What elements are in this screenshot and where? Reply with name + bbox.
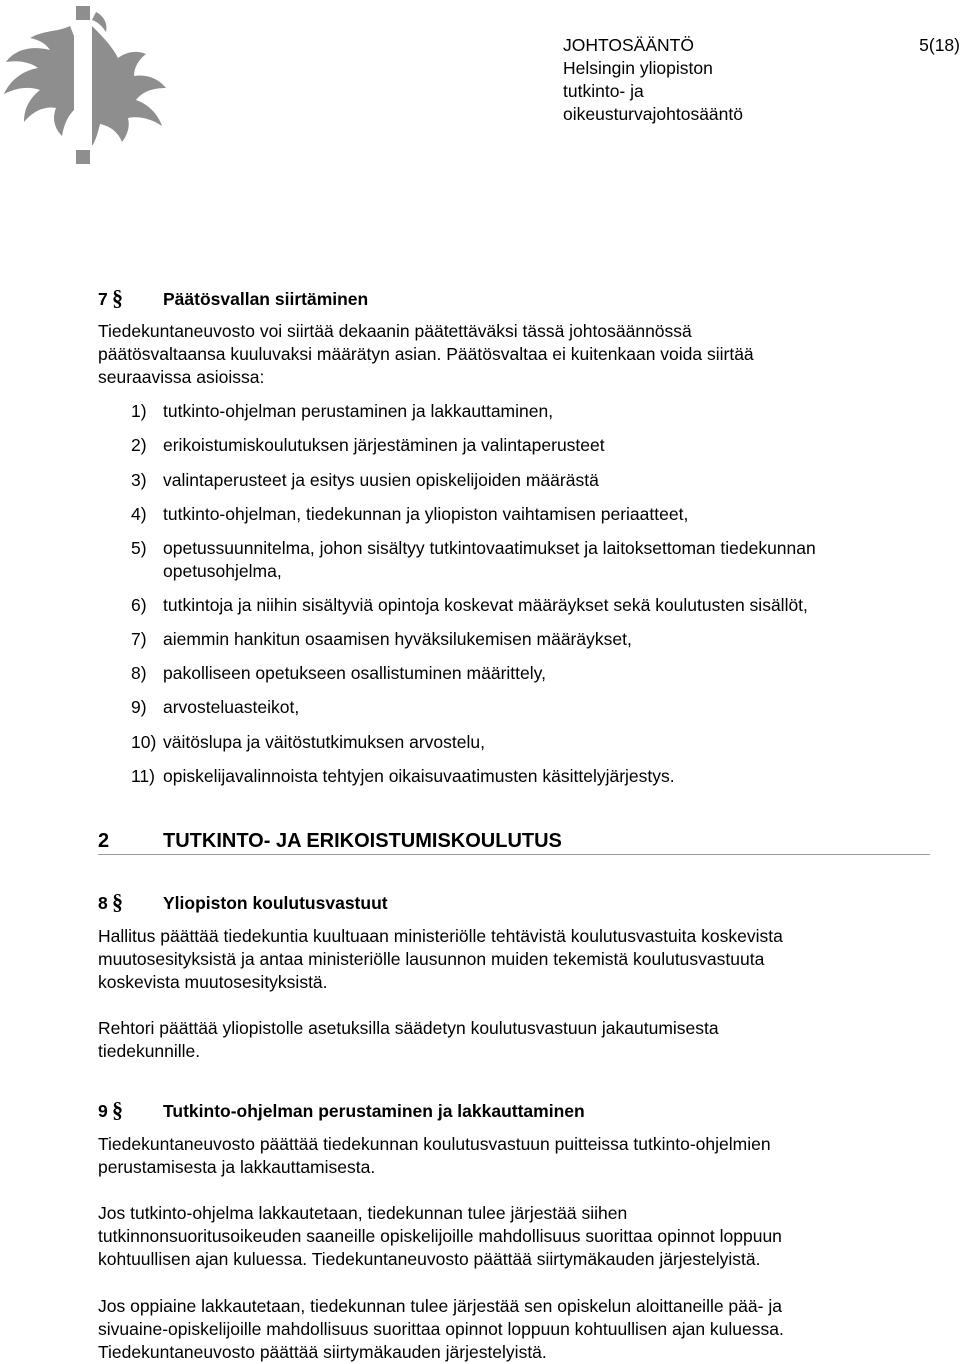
section-8-paragraph-1 [98, 925, 898, 994]
paragraph-line: sivuaine-opiskelijoille mahdollisuus suorittaa opinnot loppuun kohtuullisen ajan kuluessa. [98, 1319, 784, 1339]
paragraph-line: Tiedekuntaneuvosto päättää siirtymäkauden järjestelyistä. [98, 1342, 547, 1362]
section-number: 8 [98, 893, 108, 913]
section-title: Päätösvallan siirtäminen [163, 289, 369, 309]
list-text: tutkinto-ohjelman perustaminen ja lakkauttaminen, [163, 401, 554, 421]
document-subtitle-line2: oikeusturvajohtosääntö [563, 104, 743, 124]
list-text: arvosteluasteikot, [163, 697, 300, 717]
section-symbol: § [112, 285, 123, 310]
list-item [131, 696, 299, 719]
paragraph-line: Jos tutkinto-ohjelma lakkautetaan, tiedekunnan tulee järjestää siihen [98, 1203, 628, 1223]
list-text: tutkintoja ja niihin sisältyviä opintoja koskevat määräykset sekä koulutusten sisällöt, [163, 595, 808, 615]
list-text: aiemmin hankitun osaamisen hyväksilukemisen määräykset, [163, 629, 632, 649]
organization-name: Helsingin yliopiston [563, 58, 713, 78]
section-8-paragraph-2 [98, 1017, 898, 1063]
paragraph-line: tiedekunnille. [98, 1041, 201, 1061]
list-number: 2) [131, 435, 147, 455]
list-item [131, 469, 599, 492]
paragraph-line: Jos oppiaine lakkautetaan, tiedekunnan tulee järjestää sen opiskelun aloittaneille pää- ja [98, 1296, 782, 1316]
list-number: 4) [131, 504, 147, 524]
list-item [131, 731, 485, 754]
paragraph-line: kohtuullisen ajan kuluessa. Tiedekuntaneuvosto päättää siirtymäkauden järjestelyistä. [98, 1249, 761, 1269]
document-title: JOHTOSÄÄNTÖ [563, 35, 694, 55]
section-9-paragraph-2 [98, 1202, 898, 1271]
list-text: tutkinto-ohjelman, tiedekunnan ja yliopiston vaihtamisen periaatteet, [163, 504, 689, 524]
paragraph-line: perustamisesta ja lakkauttamisesta. [98, 1157, 376, 1177]
list-number: 1) [131, 401, 147, 421]
list-number: 10) [131, 732, 157, 752]
paragraph-line: seuraavissa asioissa: [98, 367, 265, 387]
list-item [131, 628, 632, 651]
section-title: Tutkinto-ohjelman perustaminen ja lakkauttaminen [163, 1101, 585, 1121]
paragraph-line: muutosesityksistä ja antaa ministeriölle lausunnon muiden tekemistä koulutusvastuuta [98, 949, 765, 969]
list-item [131, 594, 808, 617]
chapter-2-heading [98, 828, 930, 855]
paragraph-line: koskevista muutosesityksistä. [98, 972, 328, 992]
section-number: 9 [98, 1101, 108, 1121]
paragraph-line: tutkinnonsuoritusoikeuden saaneille opiskelijoille mahdollisuus suorittaa opinnot loppuun [98, 1226, 782, 1246]
document-subtitle-line1: tutkinto- ja [563, 81, 644, 101]
paragraph-line: Hallitus päättää tiedekuntia kuultuaan ministeriölle tehtävistä koulutusvastuita koskevista [98, 926, 783, 946]
university-flame-logo-icon [0, 6, 172, 166]
list-number: 5) [131, 538, 147, 558]
list-number: 3) [131, 470, 147, 490]
section-9-paragraph-3 [98, 1295, 898, 1364]
list-text: pakolliseen opetukseen osallistuminen määrittely, [163, 663, 546, 683]
list-number: 7) [131, 629, 147, 649]
list-number: 6) [131, 595, 147, 615]
document-header [563, 34, 743, 126]
paragraph-line: päätösvaltaansa kuuluvaksi määrätyn asian. Päätösvaltaa ei kuitenkaan voida siirtää [98, 344, 754, 364]
list-number: 8) [131, 663, 147, 683]
list-item [131, 537, 816, 583]
page-number: 5(18) [919, 35, 960, 55]
paragraph-line: Rehtori päättää yliopistolle asetuksilla säädetyn koulutusvastuun jakautumisesta [98, 1018, 719, 1038]
section-7-heading [98, 286, 368, 311]
paragraph-line: Tiedekuntaneuvosto päättää tiedekunnan koulutusvastuun puitteissa tutkinto-ohjelmien [98, 1134, 771, 1154]
list-number: 9) [131, 697, 147, 717]
list-item [131, 400, 553, 423]
list-text: erikoistumiskoulutuksen järjestäminen ja valintaperusteet [163, 435, 605, 455]
list-item [131, 503, 688, 526]
section-title: Yliopiston koulutusvastuut [163, 893, 388, 913]
section-7-intro [98, 320, 898, 389]
list-item [131, 434, 605, 457]
section-9-heading [98, 1098, 585, 1123]
list-text: valintaperusteet ja esitys uusien opiskelijoiden määrästä [163, 470, 599, 490]
list-text: opiskelijavalinnoista tehtyjen oikaisuvaatimusten käsittelyjärjestys. [163, 766, 675, 786]
chapter-number: 2 [98, 830, 110, 852]
list-text: opetussuunnitelma, johon sisältyy tutkintovaatimukset ja laitoksettoman tiedekunnan [163, 538, 816, 558]
list-item [131, 765, 675, 788]
section-symbol: § [112, 889, 123, 914]
list-number: 11) [131, 766, 155, 786]
section-8-heading [98, 890, 388, 915]
section-number: 7 [98, 289, 108, 309]
section-9-paragraph-1 [98, 1133, 898, 1179]
section-symbol: § [112, 1097, 123, 1122]
list-item [131, 662, 546, 685]
list-text: väitöslupa ja väitöstutkimuksen arvostelu, [163, 732, 485, 752]
chapter-title: TUTKINTO- JA ERIKOISTUMISKOULUTUS [163, 830, 562, 852]
paragraph-line: Tiedekuntaneuvosto voi siirtää dekaanin päätettäväksi tässä johtosäännössä [98, 321, 692, 341]
list-text-continuation: opetusohjelma, [163, 561, 282, 581]
